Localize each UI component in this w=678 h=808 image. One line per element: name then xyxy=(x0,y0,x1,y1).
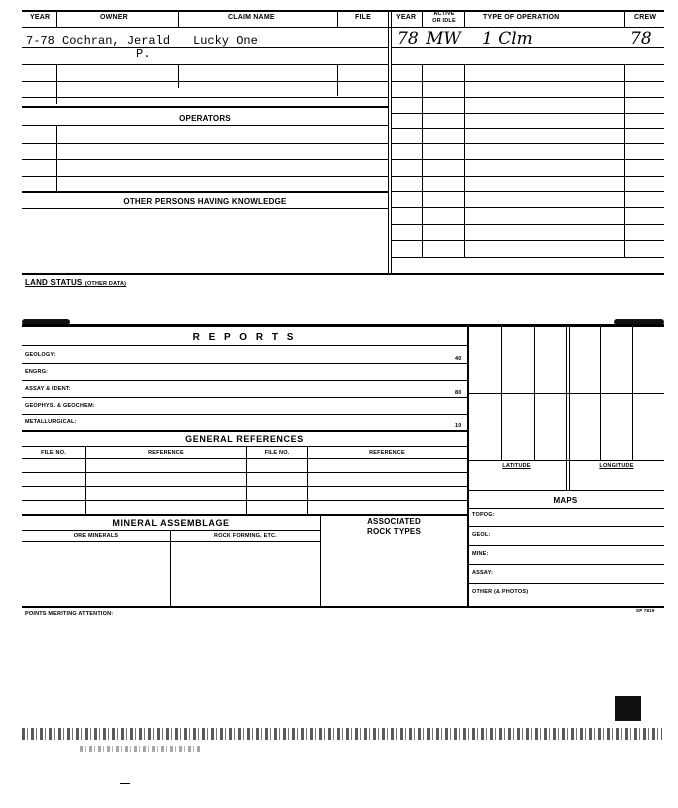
row-line xyxy=(22,380,467,381)
col-line xyxy=(170,530,171,606)
col-line xyxy=(624,64,625,257)
report-engrg: ENGRG: xyxy=(25,369,49,375)
row-line xyxy=(22,486,467,487)
associated-rock-types-1: ASSOCIATED xyxy=(367,517,421,526)
col-line xyxy=(56,64,57,104)
row-line xyxy=(22,472,467,473)
report-metallurgical: METALLURGICAL: xyxy=(25,419,77,425)
mineral-top xyxy=(22,514,467,516)
row-line xyxy=(22,446,467,447)
mineral-assemblage-label: MINERAL ASSEMBLAGE xyxy=(112,518,230,528)
header-crew: CREW xyxy=(634,14,657,21)
row-line xyxy=(22,159,388,160)
report-geophys: GEOPHYS. & GEOCHEM: xyxy=(25,403,95,409)
header-active-1: ACTIVE xyxy=(433,11,455,17)
row-line xyxy=(467,526,664,527)
reports-label: R E P O R T S xyxy=(192,332,297,343)
col-line xyxy=(337,64,338,96)
operators-top xyxy=(22,106,388,108)
row-line xyxy=(391,47,664,48)
col-line xyxy=(307,446,308,514)
header-year-right: YEAR xyxy=(396,14,417,21)
header-sep xyxy=(337,10,338,27)
entry-active: MW xyxy=(426,29,461,49)
header-active-2: OR IDLE xyxy=(432,18,456,24)
row-line xyxy=(22,530,320,531)
mineral-bottom xyxy=(22,606,467,608)
entry-operation: 1 Clm xyxy=(482,29,533,49)
row-line xyxy=(22,176,388,177)
map-geol: GEOL: xyxy=(472,532,491,538)
row-line xyxy=(467,490,664,491)
map-bottom xyxy=(467,606,664,608)
main-divider xyxy=(391,10,392,274)
row-line xyxy=(22,125,388,126)
longitude-label: LONGITUDE xyxy=(599,463,634,469)
land-status-label: LAND STATUS (OTHER DATA) xyxy=(25,278,127,287)
reports-top xyxy=(22,324,664,327)
row-line xyxy=(22,208,388,209)
col-line xyxy=(85,446,86,514)
ref-header-reference: REFERENCE xyxy=(148,450,184,456)
row-line xyxy=(22,47,388,48)
header-sep xyxy=(422,10,423,27)
report-code: 10 xyxy=(455,423,462,429)
grid-row xyxy=(467,393,664,394)
row-line xyxy=(22,397,467,398)
entry-claim-name: Lucky One xyxy=(193,34,258,48)
row-line xyxy=(391,257,664,258)
col-line xyxy=(422,64,423,257)
row-line xyxy=(22,363,467,364)
report-geology: GEOLOGY: xyxy=(25,352,56,358)
map-assay: ASSAY: xyxy=(472,570,494,576)
form-code: SP 7819 xyxy=(636,608,655,613)
row-line xyxy=(22,81,388,82)
other-persons-top xyxy=(22,191,388,193)
row-line xyxy=(22,345,467,346)
rock-forming-label: ROCK FORMING, ETC. xyxy=(214,533,277,539)
top-border xyxy=(22,10,664,12)
report-code: 40 xyxy=(455,356,462,362)
entry-crew: 78 xyxy=(630,29,652,49)
header-sep xyxy=(624,10,625,27)
report-code: 80 xyxy=(455,390,462,396)
header-sep xyxy=(178,10,179,27)
row-line xyxy=(22,64,388,65)
ref-header-file-no: FILE NO. xyxy=(41,450,66,456)
header-bottom-line xyxy=(22,27,664,28)
ref-header-file-no-2: FILE NO. xyxy=(264,450,290,456)
header-sep xyxy=(56,10,57,27)
row-line xyxy=(22,500,467,501)
scan-blot xyxy=(615,696,641,721)
col-line xyxy=(246,446,247,514)
maps-label: MAPS xyxy=(553,496,578,505)
col-line xyxy=(320,514,321,606)
map-topog: TOPOG: xyxy=(472,512,495,518)
scan-mark xyxy=(120,783,130,784)
scan-noise xyxy=(80,746,200,752)
scan-noise xyxy=(22,728,662,740)
row-line xyxy=(467,545,664,546)
row-line xyxy=(22,414,467,415)
operators-label: OPERATORS xyxy=(179,114,231,123)
main-divider xyxy=(388,10,389,274)
report-assay: ASSAY & IDENT: xyxy=(25,386,71,392)
references-top xyxy=(22,430,467,432)
ore-minerals-label: ORE MINERALS xyxy=(73,533,119,539)
header-year: YEAR xyxy=(30,14,51,21)
header-file: FILE xyxy=(355,14,371,21)
general-references-label: GENERAL REFERENCES xyxy=(185,434,304,444)
row-line xyxy=(467,508,664,509)
points-meriting-label: POINTS MERITING ATTENTION: xyxy=(25,611,114,617)
map-mine: MINE: xyxy=(472,551,489,557)
header-owner: OWNER xyxy=(100,14,128,21)
row-line xyxy=(467,564,664,565)
row-line xyxy=(467,583,664,584)
map-other: OTHER (& PHOTOS) xyxy=(472,589,529,595)
grid-col-center xyxy=(566,326,567,490)
latitude-label: LATITUDE xyxy=(502,463,531,469)
row-line xyxy=(22,541,320,542)
col-line xyxy=(56,125,57,191)
grid-row xyxy=(467,460,664,461)
row-line xyxy=(22,458,467,459)
row-line xyxy=(22,97,388,98)
other-persons-label: OTHER PERSONS HAVING KNOWLEDGE xyxy=(123,197,287,206)
entry-owner-line2: P. xyxy=(136,47,151,61)
top-section-bottom xyxy=(22,273,664,275)
header-claim-name: CLAIM NAME xyxy=(228,14,275,21)
row-line xyxy=(22,143,388,144)
col-line xyxy=(464,64,465,257)
col-line xyxy=(178,64,179,88)
header-type-of-operation: TYPE OF OPERATION xyxy=(483,14,560,21)
header-sep xyxy=(464,10,465,27)
associated-rock-types-2: ROCK TYPES xyxy=(366,527,421,536)
entry-year: 78 xyxy=(397,29,419,49)
entry-year-owner: 7-78 Cochran, Jerald xyxy=(26,34,171,48)
ref-header-reference-2: REFERENCE xyxy=(369,450,405,456)
